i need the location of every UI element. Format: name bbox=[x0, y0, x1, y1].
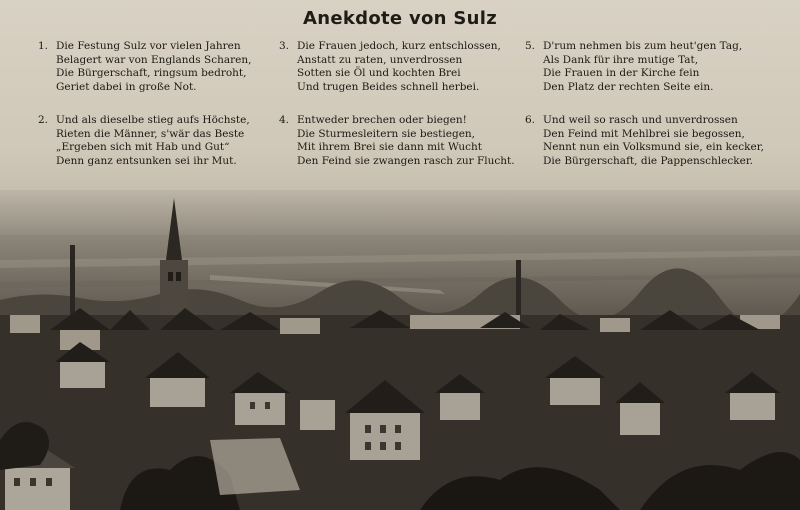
verse-line: Belagert war von Englands Scharen, bbox=[56, 53, 252, 66]
town-panorama-photo bbox=[0, 190, 800, 510]
verse-number: 4. bbox=[279, 114, 290, 126]
verse-line: Nennt nun ein Volksmund sie, ein kecker, bbox=[543, 141, 764, 153]
verse-1 bbox=[40, 40, 278, 94]
town-panorama-image bbox=[0, 190, 800, 510]
verse-number: 6. bbox=[525, 114, 536, 126]
verse-line: Die Sturmesleitern sie bestiegen, bbox=[297, 127, 476, 140]
verse-line: Sotten sie Öl und kochten Brei bbox=[297, 67, 461, 79]
verse-line: Rieten die Männer, s'wär das Beste bbox=[56, 127, 245, 140]
verse-line: Die Bürgerschaft, die Pappenschlecker. bbox=[543, 154, 754, 167]
verse-line: Anstatt zu raten, unverdrossen bbox=[297, 53, 463, 66]
verse-line: Als Dank für ihre mutige Tat, bbox=[543, 53, 699, 66]
verse-line: Den Feind mit Mehlbrei sie begossen, bbox=[543, 127, 745, 140]
verse-line: Und als dieselbe stieg aufs Höchste, bbox=[56, 114, 250, 126]
verse-line: Geriet dabei in große Not. bbox=[56, 80, 197, 93]
verse-number: 5. bbox=[525, 40, 536, 52]
verse-line: D'rum nehmen bis zum heut'gen Tag, bbox=[543, 40, 743, 52]
chimney bbox=[516, 260, 521, 315]
verse-number: 1. bbox=[38, 40, 49, 52]
verse-line: Entweder brechen oder biegen! bbox=[297, 114, 467, 126]
verse-3 bbox=[281, 40, 519, 94]
verse-line: Die Frauen jedoch, kurz entschlossen, bbox=[297, 40, 501, 52]
verse-line: „Ergeben sich mit Hab und Gut“ bbox=[56, 141, 230, 153]
postcard-title: Anekdote von Sulz bbox=[303, 8, 497, 29]
verse-line: Mit ihrem Brei sie dann mit Wucht bbox=[297, 141, 482, 153]
verse-2 bbox=[40, 114, 278, 168]
verse-5 bbox=[527, 40, 765, 94]
verse-number: 2. bbox=[38, 114, 49, 126]
verse-4 bbox=[281, 114, 519, 168]
verse-line: Die Festung Sulz vor vielen Jahren bbox=[56, 40, 241, 52]
verse-line: Den Feind sie zwangen rasch zur Flucht. bbox=[297, 154, 515, 167]
verse-number: 3. bbox=[279, 40, 290, 52]
poem bbox=[40, 40, 780, 176]
verse-line: Denn ganz entsunken sei ihr Mut. bbox=[56, 154, 237, 167]
verse-line: Und weil so rasch und unverdrossen bbox=[543, 114, 738, 126]
verse-line: Die Bürgerschaft, ringsum bedroht, bbox=[56, 67, 247, 79]
verse-line: Und trugen Beides schnell herbei. bbox=[297, 80, 480, 93]
verse-line: Die Frauen in der Kirche fein bbox=[543, 67, 700, 79]
verse-6 bbox=[527, 114, 765, 168]
verse-line: Den Platz der rechten Seite ein. bbox=[543, 80, 714, 93]
